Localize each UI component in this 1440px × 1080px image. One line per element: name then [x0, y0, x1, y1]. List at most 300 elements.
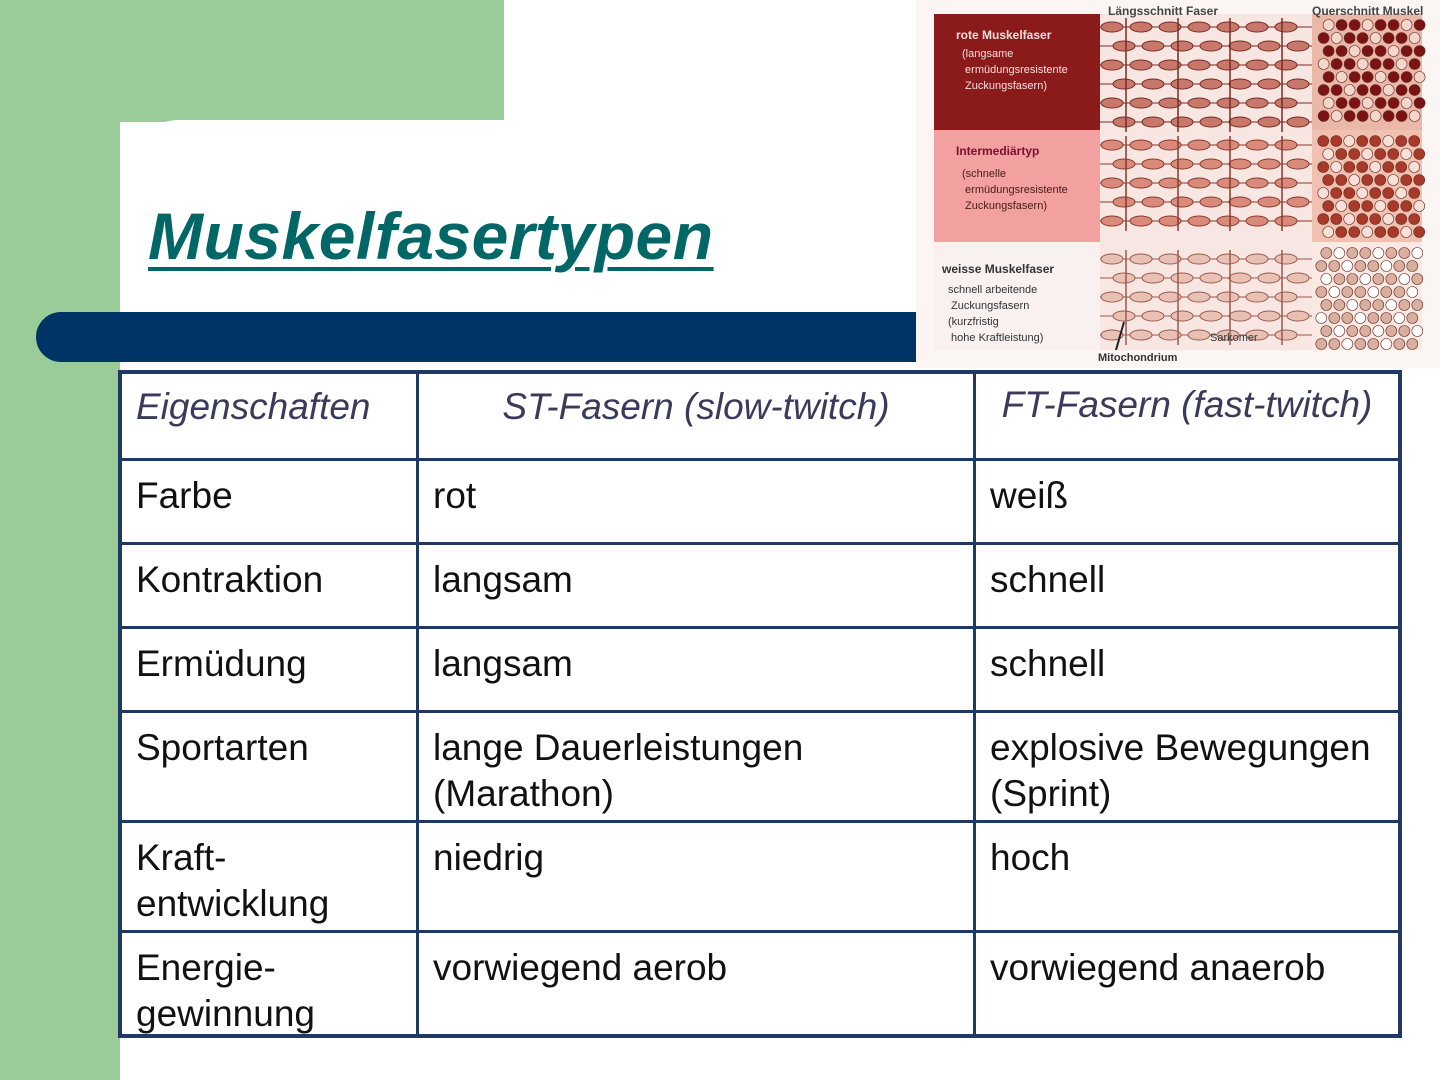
table-cell: weiß	[990, 475, 1069, 516]
cross-section-cell	[1409, 162, 1420, 173]
cross-section-cell	[1412, 300, 1423, 311]
cross-section-cell	[1401, 149, 1412, 160]
cross-section-cell	[1373, 326, 1384, 337]
cross-section-cell	[1342, 339, 1353, 350]
cross-section-cell	[1381, 313, 1392, 324]
cross-section-cell	[1349, 20, 1360, 31]
cross-section-cell	[1336, 175, 1347, 186]
cross-section-cell	[1386, 326, 1397, 337]
cross-section-cell	[1329, 313, 1340, 324]
cross-section-cell	[1349, 227, 1360, 238]
table-row	[122, 820, 1398, 930]
table-cell: langsam	[419, 629, 976, 710]
cross-section-cell	[1412, 248, 1423, 259]
cross-section-cell	[1407, 313, 1418, 324]
cross-section-cell	[1355, 287, 1366, 298]
cross-section-cell	[1362, 227, 1373, 238]
mitochondrion-shape	[1258, 117, 1280, 127]
table-cell: vorwiegend anaerob	[990, 947, 1326, 988]
cross-section-cell	[1321, 300, 1332, 311]
cross-section-cell	[1360, 274, 1371, 285]
cross-section-cell	[1388, 201, 1399, 212]
mitochondrion-shape	[1188, 22, 1210, 32]
cross-section-cell	[1336, 20, 1347, 31]
cross-section-cell	[1388, 72, 1399, 83]
mitochondrion-shape	[1275, 178, 1297, 188]
mitochondrion-shape	[1171, 311, 1193, 321]
mitochondrion-shape	[1258, 311, 1280, 321]
mitochondrion-shape	[1217, 60, 1239, 70]
cross-section-cell	[1331, 214, 1342, 225]
mitochondrion-shape	[1142, 159, 1164, 169]
cross-section-cell	[1349, 201, 1360, 212]
table-cell: schnell	[990, 643, 1106, 684]
mitochondrion-shape	[1229, 41, 1251, 51]
mitochondrion-shape	[1258, 273, 1280, 283]
cross-section-cell	[1316, 339, 1327, 350]
cross-section-cell	[1321, 274, 1332, 285]
cross-section-cell	[1401, 46, 1412, 57]
intermediate-fiber-title: Intermediärtyp	[956, 144, 1040, 158]
mitochondrion-shape	[1287, 41, 1309, 51]
mitochondrion-shape	[1287, 159, 1309, 169]
table-cell: hoch	[990, 837, 1071, 878]
mitochondrion-shape	[1217, 292, 1239, 302]
mitochondrion-shape	[1188, 60, 1210, 70]
cross-section-cell	[1407, 287, 1418, 298]
slide-title: Muskelfasertypen	[148, 199, 714, 273]
cross-section-cell	[1388, 149, 1399, 160]
table-header-cell: Eigenschaften	[122, 374, 419, 458]
cross-section-cell	[1388, 98, 1399, 109]
fiber-comparison-table	[118, 370, 1402, 1038]
table-row	[122, 626, 1398, 710]
mitochondrion-shape	[1113, 311, 1135, 321]
cross-section-cell	[1370, 111, 1381, 122]
mitochondrion-shape	[1246, 292, 1268, 302]
cross-section-cell	[1331, 111, 1342, 122]
cross-section-cell	[1409, 136, 1420, 147]
cross-section-cell	[1323, 20, 1334, 31]
mitochondrion-shape	[1142, 197, 1164, 207]
cross-section-cell	[1370, 85, 1381, 96]
cross-section-cell	[1318, 136, 1329, 147]
mitochondrion-shape	[1113, 79, 1135, 89]
cross-section-cell	[1375, 227, 1386, 238]
cross-section-cell	[1347, 300, 1358, 311]
cross-section-cell	[1318, 162, 1329, 173]
cross-section-cell	[1399, 248, 1410, 259]
mitochondrion-shape	[1229, 311, 1251, 321]
cross-section-cell	[1383, 85, 1394, 96]
mitochondrion-shape	[1130, 22, 1152, 32]
cross-section-cell	[1381, 339, 1392, 350]
cross-section-cell	[1383, 111, 1394, 122]
cross-section-cell	[1362, 46, 1373, 57]
cross-section-cell	[1323, 98, 1334, 109]
label-sarkomer: Sarkomer	[1210, 332, 1258, 344]
cross-section-cell	[1396, 162, 1407, 173]
cross-section-cell	[1373, 248, 1384, 259]
mitochondrion-shape	[1130, 140, 1152, 150]
cross-section-cell	[1334, 326, 1345, 337]
cross-section-cell	[1357, 214, 1368, 225]
mitochondrion-shape	[1200, 311, 1222, 321]
mitochondrion-shape	[1188, 254, 1210, 264]
mitochondrion-shape	[1171, 117, 1193, 127]
cross-section-cell	[1399, 326, 1410, 337]
cross-section-cell	[1414, 227, 1425, 238]
cross-section-cell	[1370, 162, 1381, 173]
cross-section-cell	[1375, 72, 1386, 83]
cross-section-cell	[1336, 98, 1347, 109]
cross-section-cell	[1329, 261, 1340, 272]
mitochondrion-shape	[1101, 254, 1123, 264]
cross-section-cell	[1396, 85, 1407, 96]
table-row	[122, 542, 1398, 626]
cross-section-cell	[1409, 85, 1420, 96]
cross-section-cell	[1386, 248, 1397, 259]
label-mitochondrium: Mitochondrium	[1098, 352, 1178, 364]
cross-section-cell	[1318, 188, 1329, 199]
cross-section-cell	[1318, 33, 1329, 44]
mitochondrion-shape	[1229, 117, 1251, 127]
mitochondrion-shape	[1217, 178, 1239, 188]
table-cell: Kontraktion	[122, 545, 419, 626]
cross-section-cell	[1396, 188, 1407, 199]
cross-section-cell	[1394, 287, 1405, 298]
cross-section-cell	[1323, 175, 1334, 186]
cross-section-cell	[1373, 300, 1384, 311]
cross-section-cell	[1370, 59, 1381, 70]
mitochondrion-shape	[1217, 254, 1239, 264]
cross-section-cell	[1355, 261, 1366, 272]
cross-section-cell	[1334, 300, 1345, 311]
mitochondrion-shape	[1130, 98, 1152, 108]
cross-section-cell	[1357, 162, 1368, 173]
mitochondrion-shape	[1229, 159, 1251, 169]
cross-section-cell	[1394, 261, 1405, 272]
cross-section-cell	[1362, 149, 1373, 160]
cross-section-cell	[1396, 33, 1407, 44]
cross-section-cell	[1381, 287, 1392, 298]
cross-section-cell	[1344, 188, 1355, 199]
mitochondrion-shape	[1229, 197, 1251, 207]
mitochondrion-shape	[1246, 216, 1268, 226]
mitochondrion-shape	[1275, 330, 1297, 340]
cross-section-cell	[1394, 313, 1405, 324]
cross-section-cell	[1414, 149, 1425, 160]
cross-section-cell	[1360, 300, 1371, 311]
mitochondrion-shape	[1171, 197, 1193, 207]
cross-section-cell	[1368, 261, 1379, 272]
cross-section-cell	[1318, 111, 1329, 122]
cross-section-cell	[1399, 300, 1410, 311]
mitochondrion-shape	[1130, 330, 1152, 340]
cross-section-cell	[1414, 72, 1425, 83]
cross-section-cell	[1383, 59, 1394, 70]
figure-header-longitudinal: Längsschnitt Faser	[1108, 4, 1219, 18]
cross-section-cell	[1368, 339, 1379, 350]
table-row	[122, 930, 1398, 1036]
cross-section-cell	[1336, 46, 1347, 57]
cross-section-cell	[1373, 274, 1384, 285]
mitochondrion-shape	[1275, 60, 1297, 70]
mitochondrion-shape	[1217, 22, 1239, 32]
mitochondrion-shape	[1171, 159, 1193, 169]
mitochondrion-shape	[1287, 311, 1309, 321]
mitochondrion-shape	[1246, 140, 1268, 150]
mitochondrion-shape	[1246, 254, 1268, 264]
mitochondrion-shape	[1217, 216, 1239, 226]
table-cell: niedrig	[419, 823, 976, 930]
mitochondrion-shape	[1287, 197, 1309, 207]
mitochondrion-shape	[1142, 273, 1164, 283]
cross-section-cell	[1357, 33, 1368, 44]
cross-section-cell	[1331, 162, 1342, 173]
mitochondrion-shape	[1200, 117, 1222, 127]
cross-section-cell	[1381, 261, 1392, 272]
cross-section-cell	[1375, 149, 1386, 160]
mitochondrion-shape	[1130, 178, 1152, 188]
cross-section-cell	[1362, 72, 1373, 83]
white-fiber-title: weisse Muskelfaser	[942, 262, 1055, 276]
cross-section-cell	[1360, 248, 1371, 259]
cross-section-cell	[1318, 85, 1329, 96]
mitochondrion-shape	[1130, 60, 1152, 70]
cross-section-cell	[1347, 248, 1358, 259]
cross-section-cell	[1323, 46, 1334, 57]
table-cell: Sportarten	[122, 713, 419, 820]
table-header-cell: FT-Fasern (fast-twitch)	[1001, 384, 1373, 425]
mitochondrion-shape	[1200, 159, 1222, 169]
cross-section-cell	[1331, 188, 1342, 199]
mitochondrion-shape	[1275, 254, 1297, 264]
cross-section-cell	[1412, 326, 1423, 337]
mitochondrion-shape	[1130, 292, 1152, 302]
cross-section-cell	[1316, 261, 1327, 272]
cross-section-cell	[1386, 274, 1397, 285]
cross-section-cell	[1414, 175, 1425, 186]
cross-section-cell	[1321, 248, 1332, 259]
cross-section-cell	[1388, 175, 1399, 186]
cross-section-cell	[1375, 98, 1386, 109]
cross-section-cell	[1318, 214, 1329, 225]
cross-section-cell	[1370, 214, 1381, 225]
mitochondrion-shape	[1113, 273, 1135, 283]
cross-section-cell	[1349, 72, 1360, 83]
cross-section-cell	[1396, 111, 1407, 122]
green-sidebar	[0, 0, 120, 1080]
mitochondrion-shape	[1188, 178, 1210, 188]
mitochondrion-shape	[1101, 292, 1123, 302]
cross-section-cell	[1409, 33, 1420, 44]
cross-section-cell	[1414, 98, 1425, 109]
mitochondrion-shape	[1200, 41, 1222, 51]
mitochondrion-shape	[1130, 216, 1152, 226]
cross-section-cell	[1357, 59, 1368, 70]
table-cell: vorwiegend aerob	[419, 933, 976, 1036]
red-fiber-title: rote Muskelfaser	[956, 28, 1052, 42]
cross-section-cell	[1357, 188, 1368, 199]
cross-section-cell	[1401, 227, 1412, 238]
cross-section-cell	[1409, 111, 1420, 122]
cross-section-cell	[1334, 274, 1345, 285]
cross-section-cell	[1323, 227, 1334, 238]
mitochondrion-shape	[1113, 159, 1135, 169]
mitochondrion-shape	[1200, 79, 1222, 89]
mitochondrion-shape	[1287, 117, 1309, 127]
cross-section-cell	[1409, 188, 1420, 199]
title-divider-bar	[36, 312, 1036, 362]
cross-section-cell	[1407, 339, 1418, 350]
cross-section-cell	[1388, 227, 1399, 238]
mitochondrion-shape	[1130, 254, 1152, 264]
mitochondrion-shape	[1188, 330, 1210, 340]
mitochondrion-shape	[1113, 41, 1135, 51]
cross-section-cell	[1414, 20, 1425, 31]
mitochondrion-shape	[1275, 216, 1297, 226]
mitochondrion-shape	[1101, 22, 1123, 32]
cross-section-cell	[1323, 72, 1334, 83]
mitochondrion-shape	[1217, 98, 1239, 108]
cross-section-cell	[1336, 201, 1347, 212]
cross-section-cell	[1329, 287, 1340, 298]
cross-section-cell	[1362, 175, 1373, 186]
cross-section-cell	[1331, 85, 1342, 96]
mitochondrion-shape	[1101, 60, 1123, 70]
cross-section-cell	[1388, 20, 1399, 31]
mitochondrion-shape	[1142, 41, 1164, 51]
table-header-row	[122, 374, 1398, 458]
mitochondrion-shape	[1171, 79, 1193, 89]
cross-section-cell	[1409, 59, 1420, 70]
cross-section-cell	[1357, 111, 1368, 122]
cross-section-cell	[1383, 188, 1394, 199]
mitochondrion-shape	[1142, 311, 1164, 321]
table-cell: rot	[419, 461, 976, 542]
cross-section-cell	[1375, 201, 1386, 212]
mitochondrion-shape	[1142, 79, 1164, 89]
cross-section-cell	[1342, 313, 1353, 324]
cross-section-cell	[1349, 149, 1360, 160]
cross-section-cell	[1331, 136, 1342, 147]
cross-section-cell	[1368, 313, 1379, 324]
cross-section-cell	[1362, 98, 1373, 109]
mitochondrion-shape	[1188, 216, 1210, 226]
cross-section-cell	[1401, 175, 1412, 186]
cross-section-cell	[1414, 201, 1425, 212]
mitochondrion-shape	[1101, 216, 1123, 226]
mitochondrion-shape	[1229, 79, 1251, 89]
mitochondrion-shape	[1246, 98, 1268, 108]
mitochondrion-shape	[1101, 178, 1123, 188]
cross-section-cell	[1396, 214, 1407, 225]
cross-section-cell	[1383, 162, 1394, 173]
table-row	[122, 458, 1398, 542]
cross-section-cell	[1370, 188, 1381, 199]
cross-section-cell	[1323, 201, 1334, 212]
cross-section-cell	[1342, 287, 1353, 298]
cross-section-cell	[1349, 46, 1360, 57]
cross-section-cell	[1349, 175, 1360, 186]
mitochondrion-shape	[1287, 273, 1309, 283]
cross-section-cell	[1362, 201, 1373, 212]
cross-section-cell	[1336, 72, 1347, 83]
mitochondrion-shape	[1217, 140, 1239, 150]
cross-section-cell	[1370, 33, 1381, 44]
cross-section-cell	[1344, 214, 1355, 225]
cross-section-cell	[1375, 175, 1386, 186]
cross-section-cell	[1388, 46, 1399, 57]
mitochondrion-shape	[1275, 98, 1297, 108]
cross-section-cell	[1318, 59, 1329, 70]
cross-section-cell	[1362, 20, 1373, 31]
table-header-cell: ST-Fasern (slow-twitch)	[419, 374, 976, 458]
cross-section-cell	[1375, 20, 1386, 31]
cross-section-cell	[1396, 136, 1407, 147]
mitochondrion-shape	[1142, 117, 1164, 127]
table-cell: langsam	[419, 545, 976, 626]
cross-section-cell	[1414, 46, 1425, 57]
cross-section-cell	[1344, 59, 1355, 70]
mitochondrion-shape	[1171, 273, 1193, 283]
cross-section-cell	[1394, 339, 1405, 350]
mitochondrion-shape	[1200, 273, 1222, 283]
cross-section-cell	[1321, 326, 1332, 337]
mitochondrion-shape	[1287, 79, 1309, 89]
mitochondrion-shape	[1101, 140, 1123, 150]
mitochondrion-shape	[1188, 140, 1210, 150]
intermediate-fiber-desc: (schnelle ermüdungsresistente Zuckungsfasern)	[962, 168, 1068, 212]
cross-section-cell	[1368, 287, 1379, 298]
cross-section-cell	[1407, 261, 1418, 272]
cross-section-cell	[1355, 313, 1366, 324]
cross-section-cell	[1331, 59, 1342, 70]
table-row	[122, 710, 1398, 820]
mitochondrion-shape	[1275, 22, 1297, 32]
table-cell: explosive Bewegungen (Sprint)	[990, 727, 1371, 814]
mitochondrion-shape	[1101, 98, 1123, 108]
red-fiber-panel	[934, 14, 1100, 130]
cross-section-cell	[1344, 162, 1355, 173]
cross-section-cell	[1316, 313, 1327, 324]
cross-section-cell	[1347, 326, 1358, 337]
table-cell: Farbe	[122, 461, 419, 542]
figure-header-cross: Querschnitt Muskel	[1312, 4, 1424, 18]
cross-section-cell	[1401, 98, 1412, 109]
muscle-fiber-figure	[916, 0, 1440, 368]
green-top-band	[0, 0, 504, 122]
cross-section-cell	[1344, 85, 1355, 96]
cross-section-cell	[1336, 227, 1347, 238]
mitochondrion-shape	[1275, 292, 1297, 302]
table-cell: lange Dauerleistungen (Marathon)	[419, 713, 976, 820]
cross-section-cell	[1375, 46, 1386, 57]
cross-section-cell	[1336, 149, 1347, 160]
mitochondrion-shape	[1200, 197, 1222, 207]
cross-section-cell	[1357, 136, 1368, 147]
cross-section-cell	[1323, 149, 1334, 160]
cross-section-cell	[1334, 248, 1345, 259]
cross-section-cell	[1409, 214, 1420, 225]
mitochondrion-shape	[1229, 273, 1251, 283]
cross-section-cell	[1370, 136, 1381, 147]
table-cell: schnell	[990, 559, 1106, 600]
mitochondrion-shape	[1246, 22, 1268, 32]
cross-section-cell	[1396, 59, 1407, 70]
mitochondrion-shape	[1113, 117, 1135, 127]
